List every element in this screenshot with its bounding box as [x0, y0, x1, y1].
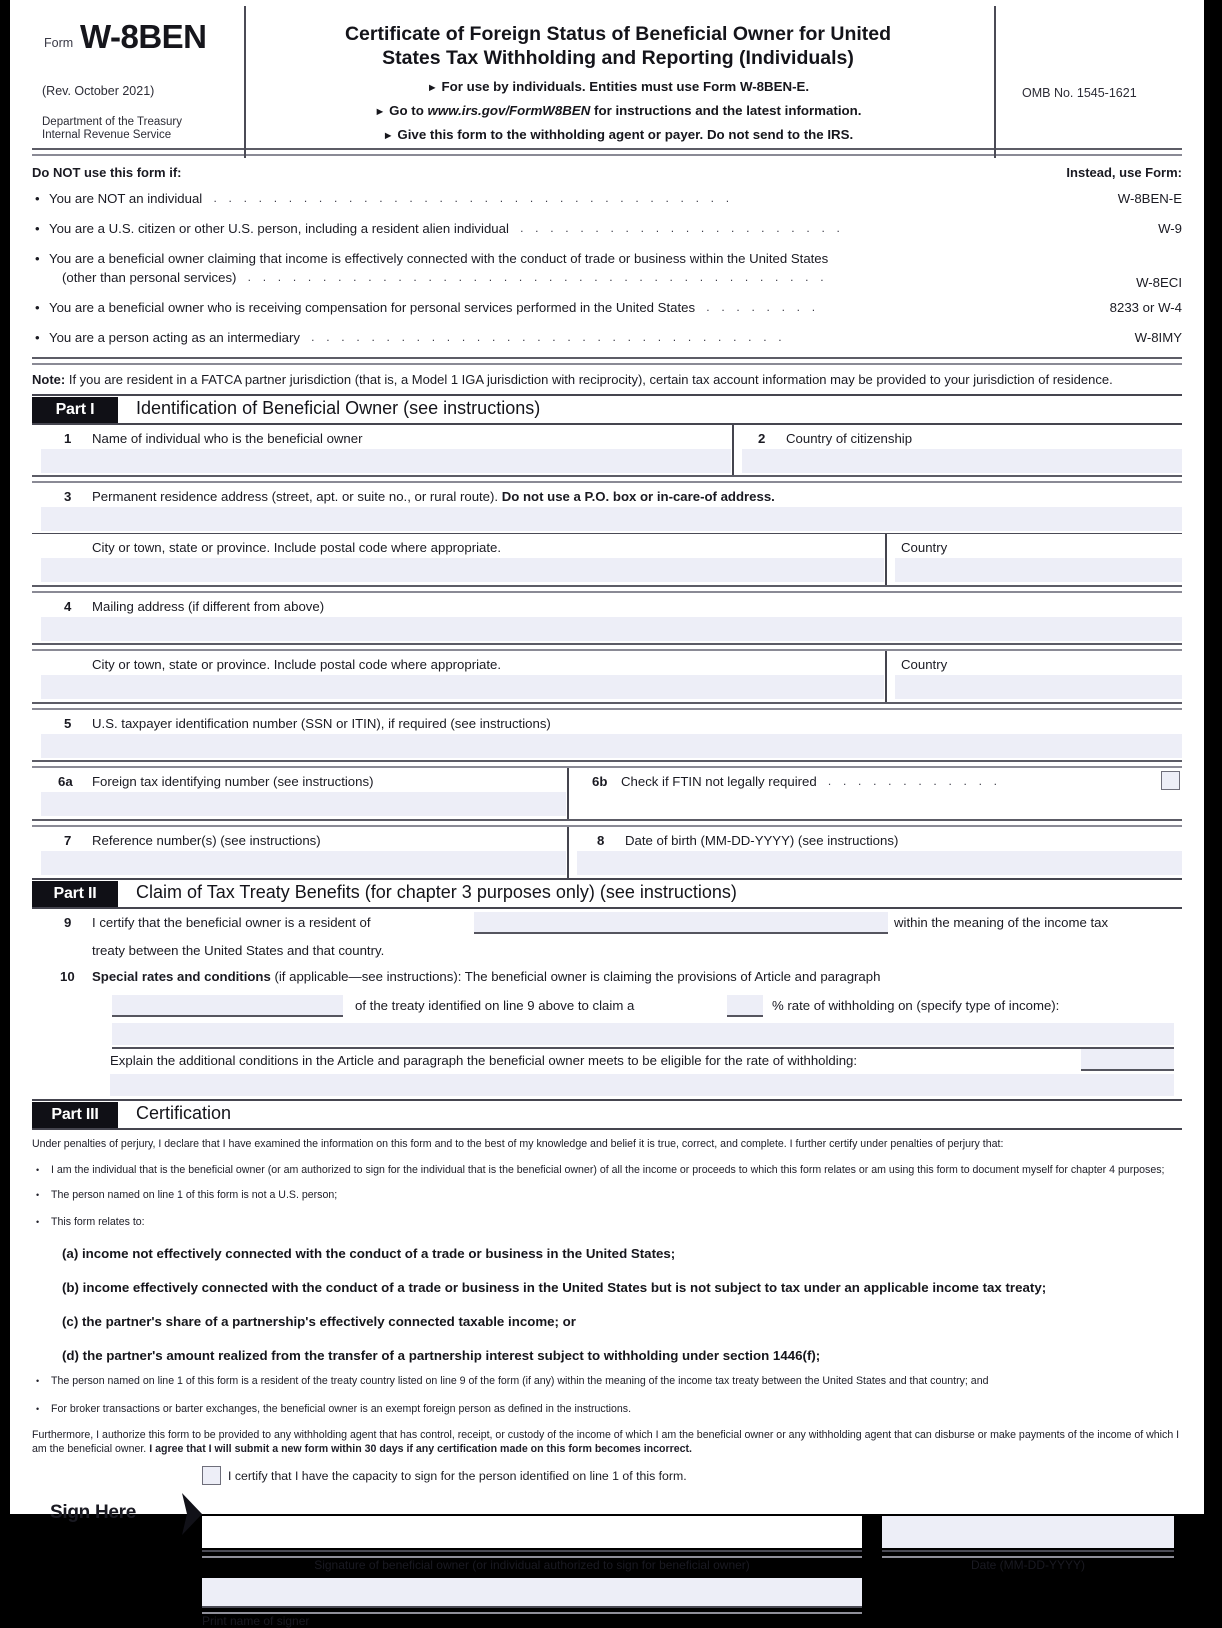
line8-number: 8: [597, 833, 605, 848]
row-line10: [32, 967, 1182, 1072]
line7-label: Reference number(s) (see instructions): [92, 833, 321, 848]
line9-number: 9: [64, 915, 72, 930]
certification-bullet: [32, 1180, 1182, 1205]
bullet-icon: •: [35, 191, 40, 206]
do-not-use-row-text: You are a person acting as an intermediary: [49, 330, 300, 345]
header-bullet-2-post: for instructions and the latest information.: [590, 103, 862, 118]
department-line-2: Internal Revenue Service: [42, 129, 172, 141]
part1-title-bold: Identification of Beneficial Owner: [136, 398, 399, 418]
leader-dots: . . . . . . . . . . . . . . . . . . . . . . . . . . . . . . . . . . . . . . .: [240, 270, 828, 284]
header-bullet-1-text: For use by individuals. Entities must use Form W-8BEN-E.: [441, 79, 810, 94]
line3-input-country[interactable]: [895, 558, 1182, 582]
line8-label: Date of birth (MM-DD-YYYY) (see instructions): [625, 833, 899, 848]
triangle-right-icon: ►: [382, 130, 394, 142]
certification-bullet-text: This form relates to:: [51, 1216, 145, 1228]
part1-bottom-rule: [32, 878, 1182, 880]
line10-input-rate-percent[interactable]: [727, 995, 763, 1017]
certification-lead: Under penalties of perjury, I declare that I have examined the information on this form and to the best of my knowledge and belief it is true, correct, and complete. I further certify under penalties of perjury that:: [32, 1138, 1004, 1150]
line6-bottom-rule: [32, 819, 1182, 827]
do-not-use-row-code: 8233 or W-4: [1109, 300, 1182, 315]
certification-bullet-text: The person named on line 1 of this form is a resident of the treaty country listed on line 9 of the form (if any) within the meaning of the income tax treaty between the United States and that country; and: [51, 1375, 989, 1387]
header-divider-left: [244, 6, 246, 158]
line6b-number: 6b: [592, 774, 608, 789]
part1-label: Part I: [32, 397, 118, 423]
row-line9: [32, 909, 1182, 967]
line9-input-resident-country[interactable]: [474, 912, 888, 934]
row-line6a-line6b: [32, 768, 1182, 819]
leader-dots: . . . . . . . . . . . . . . . . . . . . . . . . . . . . . . . . . . .: [205, 191, 734, 205]
line4-caption: [32, 593, 1182, 617]
row-line5: [32, 710, 1182, 758]
header-bullet-3: [248, 127, 988, 142]
do-not-use-row-code: W-8BEN-E: [1117, 191, 1182, 206]
note-bottom-rule: [32, 394, 1182, 396]
certification-bullet: [32, 1391, 1182, 1419]
line4-city-bottom-rule: [32, 702, 1182, 710]
line4-input-country[interactable]: [895, 675, 1182, 699]
line4-input-mailing-address[interactable]: [41, 617, 1182, 641]
certification-subitem: (b) income effectively connected with the conduct of a trade or business in the United States but is not subject to tax under an applicable income tax treaty;: [62, 1280, 1047, 1295]
row-line3: [32, 483, 1182, 531]
do-not-use-row-code: W-8IMY: [1134, 330, 1182, 345]
form-title-line-2: States Tax Withholding and Reporting (Individuals): [382, 47, 854, 69]
certification-subitem: (d) the partner's amount realized from the transfer of a partnership interest subject to withholding under section 1446(f);: [62, 1348, 821, 1363]
bullet-icon: •: [35, 300, 40, 315]
line10-percent-text: % rate of withholding on (specify type of income):: [772, 998, 1060, 1013]
line3-label-bold: Do not use a P.O. box or in-care-of address.: [501, 489, 775, 504]
part3-title: [136, 1103, 231, 1124]
part1-title: [136, 398, 540, 419]
line10-rest-text: (if applicable—see instructions): The beneficial owner is claiming the provisions of Article and paragraph: [270, 969, 881, 984]
bullet-icon: •: [36, 1217, 40, 1227]
header-bullet-2: [248, 103, 988, 118]
line3-city-bottom-rule: [32, 585, 1182, 593]
line6a-number: 6a: [58, 774, 73, 789]
line10-bold-text: Special rates and conditions: [92, 969, 271, 984]
bullet-icon: •: [35, 330, 40, 345]
line2-caption: [734, 425, 1182, 449]
line4-label: Mailing address (if different from above): [92, 599, 325, 614]
header-bullet-1: [248, 79, 988, 94]
line2-input-country-of-citizenship[interactable]: [742, 449, 1182, 473]
do-not-use-row: [32, 243, 1182, 267]
department-line-1: Department of the Treasury: [42, 116, 182, 128]
line1-number: 1: [64, 431, 72, 446]
fatca-note: [32, 365, 1182, 392]
line3-city-label: City or town, state or province. Include postal code where appropriate.: [92, 540, 502, 555]
line6b-checkbox-ftin-not-required[interactable]: [1161, 771, 1180, 790]
leader-dots: . . . . . . . .: [698, 300, 820, 314]
bullet-icon: •: [36, 1190, 40, 1200]
line7-caption: [32, 827, 567, 851]
triangle-right-icon: ►: [426, 82, 438, 94]
print-name-input[interactable]: [202, 1578, 862, 1606]
row-line7-line8: [32, 827, 1182, 878]
part2-label: Part II: [32, 881, 118, 907]
line3-city-caption: [32, 534, 885, 558]
signature-rule: [202, 1550, 862, 1558]
do-not-use-row-text: You are a beneficial owner who is receiving compensation for personal services performed in the United States: [49, 300, 696, 315]
line3-input-city-state-postal[interactable]: [41, 558, 884, 582]
form-title: [248, 22, 988, 70]
do-not-use-heading: [32, 160, 1182, 183]
certification-bullet-text: I am the individual that is the beneficial owner (or am authorized to sign for the individual that is the beneficial owner) of all the income or proceeds to which this form relates or am using this form to document myself for chapter 4 purposes;: [51, 1164, 1165, 1176]
bullet-icon: •: [36, 1165, 40, 1175]
line8-caption: [569, 827, 1182, 851]
form-title-line-1: Certificate of Foreign Status of Beneficial Owner for United: [344, 23, 892, 45]
bullet-icon: •: [35, 221, 40, 236]
header-bullet-2-pre: Go to: [389, 103, 428, 118]
do-not-use-row: [32, 213, 1182, 243]
part2-title-normal: (for chapter 3 purposes only) (see instructions): [359, 882, 737, 902]
do-not-use-section: [32, 160, 1182, 352]
line5-caption: [32, 710, 1182, 734]
line5-number: 5: [64, 716, 72, 731]
line6a-label: Foreign tax identifying number (see instructions): [92, 774, 374, 789]
row-line4-city-country: [32, 651, 1182, 702]
line6a-input-foreign-tin[interactable]: [41, 792, 566, 816]
form-number: W-8BEN: [80, 18, 207, 55]
line3-caption: [32, 483, 1182, 507]
part3-title-bold: Certification: [136, 1103, 232, 1123]
sign-here-section: [32, 1466, 1182, 1628]
leader-dots: . . . . . . . . . . . . . . . . . . . . . .: [512, 221, 845, 235]
part1-title-normal: (see instructions): [398, 398, 541, 418]
part3-bar: [32, 1102, 1182, 1128]
issuing-department: [42, 116, 182, 142]
line4-number: 4: [64, 599, 72, 614]
line5-bottom-rule: [32, 760, 1182, 768]
signature-caption: Signature of beneficial owner (or individual authorized to sign for beneficial owner): [314, 1558, 750, 1572]
certification-furthermore: [32, 1419, 1182, 1460]
certification-text-block: [32, 1130, 1182, 1460]
do-not-use-row-code: W-8ECI: [1136, 275, 1182, 290]
do-not-use-heading-left: Do NOT use this form if:: [32, 165, 182, 180]
certification-furthermore-text: Furthermore, I authorize this form to be provided to any withholding agent that has control, receipt, or custody of the income of which I am the beneficial owner or any withholding agent that can disburse or make payments of the income of which I am the beneficial owner.: [32, 1429, 1180, 1455]
line1-label: Name of individual who is the beneficial owner: [92, 431, 363, 446]
do-not-use-row-sub: (other than personal services): [62, 270, 237, 285]
omb-number: OMB No. 1545-1621: [1022, 86, 1137, 100]
line10-input-type-of-income[interactable]: [112, 1023, 1174, 1045]
line9-post-text: within the meaning of the income tax: [894, 915, 1109, 930]
line3-country-caption: [887, 534, 1182, 558]
part3-label: Part III: [32, 1102, 118, 1128]
header-bottom-rule: [32, 148, 1182, 156]
line10-input-explain-continuation[interactable]: [110, 1074, 1174, 1096]
do-not-use-row: [32, 322, 1182, 352]
bullet-icon: •: [36, 1376, 40, 1386]
print-name-rule: [202, 1606, 862, 1614]
line10-input-article-paragraph[interactable]: [112, 995, 343, 1017]
line3-number: 3: [64, 489, 72, 504]
line2-label: Country of citizenship: [786, 431, 913, 446]
line7-number: 7: [64, 833, 72, 848]
do-not-use-row-text: You are a beneficial owner claiming that income is effectively connected with the conduct of trade or business within the United States: [49, 251, 829, 266]
line6b-label: Check if FTIN not legally required: [621, 774, 817, 789]
header-omb-block: [1022, 0, 1222, 100]
capacity-checkbox[interactable]: [202, 1466, 221, 1485]
bullet-icon: •: [36, 1404, 40, 1414]
line10-input-explain-conditions[interactable]: [1081, 1049, 1174, 1071]
do-not-use-bottom-rule: [32, 357, 1182, 365]
certification-bullet: [32, 1159, 1182, 1180]
certification-bullet: [32, 1368, 1182, 1391]
line10-explain-text: Explain the additional conditions in the Article and paragraph the beneficial owner meets to be eligible for the rate of withholding:: [110, 1053, 858, 1068]
line10-rule: [112, 1047, 1174, 1052]
fatca-note-text: If you are resident in a FATCA partner jurisdiction (that is, a Model 1 IGA jurisdiction with reciprocity), certain tax account information may be provided to your jurisdiction of residence.: [65, 372, 1113, 387]
do-not-use-row-code: W-9: [1158, 221, 1182, 236]
leader-dots: . . . . . . . . . . . . . . . . . . . . . . . . . . . . . . . .: [303, 330, 786, 344]
line1-caption: [32, 425, 732, 449]
part2-bottom-rule: [32, 1099, 1182, 1101]
irs-form-url[interactable]: www.irs.gov/FormW8BEN: [427, 103, 591, 118]
header-divider-right: [994, 6, 996, 158]
certification-furthermore-bold: I agree that I will submit a new form within 30 days if any certification made on this form becomes incorrect.: [149, 1443, 692, 1455]
line5-label: U.S. taxpayer identification number (SSN or ITIN), if required (see instructions): [92, 716, 551, 731]
form-page: [10, 0, 1204, 1628]
form-revision-date: (Rev. October 2021): [42, 84, 155, 98]
part2-title: [136, 882, 737, 903]
triangle-right-icon: ►: [374, 106, 386, 118]
signature-input[interactable]: [202, 1516, 862, 1548]
fatca-note-label: Note:: [32, 372, 66, 387]
form-header: [32, 0, 1182, 142]
date-caption: Date (MM-DD-YYYY): [970, 1558, 1085, 1572]
part2-title-bold: Claim of Tax Treaty Benefits: [136, 882, 360, 902]
line1-input-name-of-individual[interactable]: [41, 449, 731, 473]
certification-bullet-text: For broker transactions or barter exchanges, the beneficial owner is an exempt foreign person as defined in the instructions.: [51, 1403, 632, 1415]
part2-bar: [32, 881, 1182, 907]
do-not-use-row-continuation: [32, 267, 1182, 292]
line7-input-reference-numbers[interactable]: [41, 851, 566, 875]
line4-country-caption: [887, 651, 1182, 675]
certification-bullet: [32, 1205, 1182, 1232]
line3-label: Permanent residence address (street, apt. or suite no., or rural route).: [92, 489, 502, 504]
do-not-use-row-text: You are a U.S. citizen or other U.S. person, including a resident alien individual: [49, 221, 509, 236]
line4-city-label: City or town, state or province. Include postal code where appropriate.: [92, 657, 502, 672]
certification-subitem: (a) income not effectively connected with the conduct of a trade or business in the United States;: [62, 1246, 676, 1261]
header-bullet-3-text: Give this form to the withholding agent or payer. Do not send to the IRS.: [397, 127, 854, 142]
certification-subitem: (c) the partner's share of a partnership's effectively connected taxable income; or: [62, 1314, 576, 1329]
line9-continuation-text: treaty between the United States and that country.: [92, 943, 385, 958]
line5-input-us-tin[interactable]: [41, 734, 1182, 758]
line9-pre-text: I certify that the beneficial owner is a resident of: [92, 915, 371, 930]
line3-input-permanent-address[interactable]: [41, 507, 1182, 531]
do-not-use-row: [32, 292, 1182, 322]
line3-country-label: Country: [901, 540, 948, 555]
sign-here-label: Sign Here: [50, 1502, 136, 1523]
date-rule: [882, 1550, 1174, 1558]
line6b-caption: [569, 768, 1182, 792]
header-title-block: [248, 0, 988, 142]
bullet-icon: •: [35, 251, 40, 266]
line4-city-caption: [32, 651, 885, 675]
line10-number: 10: [60, 969, 75, 984]
header-left-block: [32, 0, 244, 141]
row-line1-line2: [32, 425, 1182, 475]
line4-country-label: Country: [901, 657, 948, 672]
do-not-use-heading-right: Instead, use Form:: [1066, 165, 1182, 180]
line4-input-city-state-postal[interactable]: [41, 675, 884, 699]
capacity-checkbox-label: I certify that I have the capacity to sign for the person identified on line 1 of this form.: [228, 1469, 687, 1483]
line6b-fill-area: [577, 792, 1182, 816]
line10-mid-text: of the treaty identified on line 9 above to claim a: [355, 998, 635, 1013]
date-input[interactable]: [882, 1516, 1174, 1548]
do-not-use-row-text: You are NOT an individual: [49, 191, 203, 206]
leader-dots: . . . . . . . . . . . .: [820, 774, 1002, 788]
print-name-caption: Print name of signer: [202, 1614, 310, 1628]
line2-number: 2: [758, 431, 766, 446]
part1-bar: [32, 397, 1182, 423]
row-line4: [32, 593, 1182, 641]
line1-bottom-rule: [32, 475, 1182, 483]
row-line3-city-country: [32, 534, 1182, 585]
line6a-caption: [32, 768, 567, 792]
line4-bottom-rule: [32, 643, 1182, 651]
certification-bullet-text: The person named on line 1 of this form is not a U.S. person;: [51, 1189, 338, 1201]
form-word-label: Form: [44, 36, 74, 50]
do-not-use-row: [32, 183, 1182, 213]
line8-input-date-of-birth[interactable]: [577, 851, 1182, 875]
